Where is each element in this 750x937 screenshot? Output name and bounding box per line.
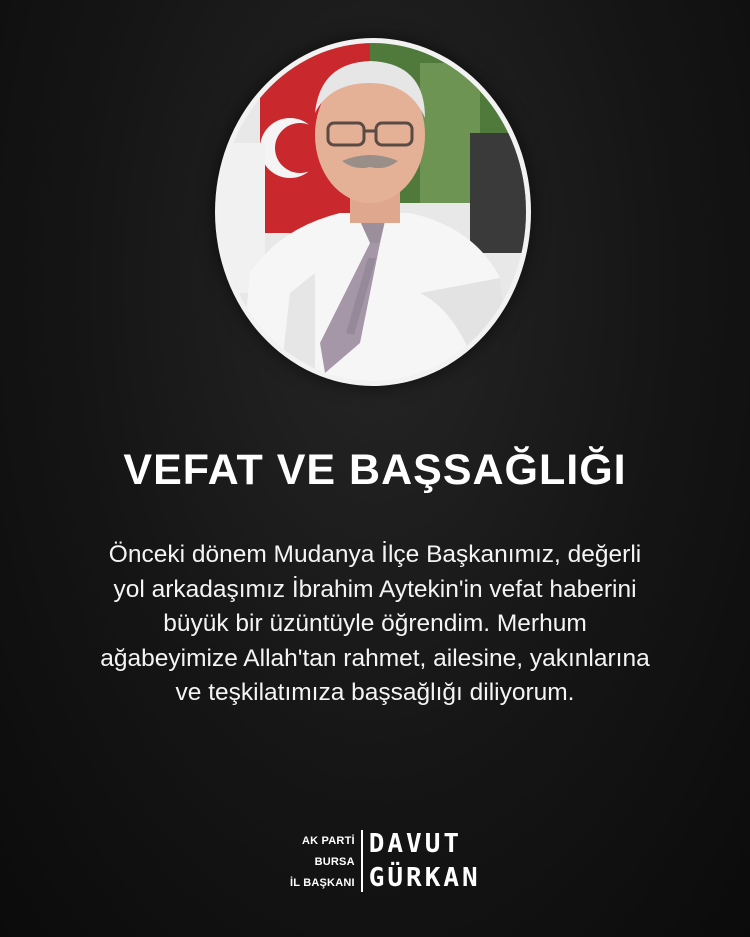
portrait-photo [220, 43, 526, 381]
signature-title [290, 830, 363, 892]
message-line: yol arkadaşımız İbrahim Aytekin'in vefat haberini [113, 575, 637, 603]
signature-first-name: DAVUT [368, 829, 463, 859]
message-line: Önceki dönem Mudanya İlçe Başkanımız, değerli [108, 541, 642, 568]
signature-org-line: İL BAŞKANI [290, 877, 355, 889]
signature-org-line: AK PARTİ [302, 835, 355, 847]
signature-org-line: BURSA [314, 856, 355, 868]
condolence-message [40, 538, 710, 711]
signature-last-name: GÜRKAN [368, 863, 481, 893]
signature-logo [290, 830, 481, 892]
signature-name [363, 830, 481, 892]
page-title: VEFAT VE BAŞSAĞLIĞI [123, 446, 627, 494]
message-line: ve teşkilatımıza başsağlığı diliyorum. [175, 679, 575, 706]
message-line: büyük bir üzüntüyle öğrendim. Merhum [163, 610, 587, 637]
message-line: ağabeyimize Allah'tan rahmet, ailesine, yakınlarına [100, 644, 650, 672]
